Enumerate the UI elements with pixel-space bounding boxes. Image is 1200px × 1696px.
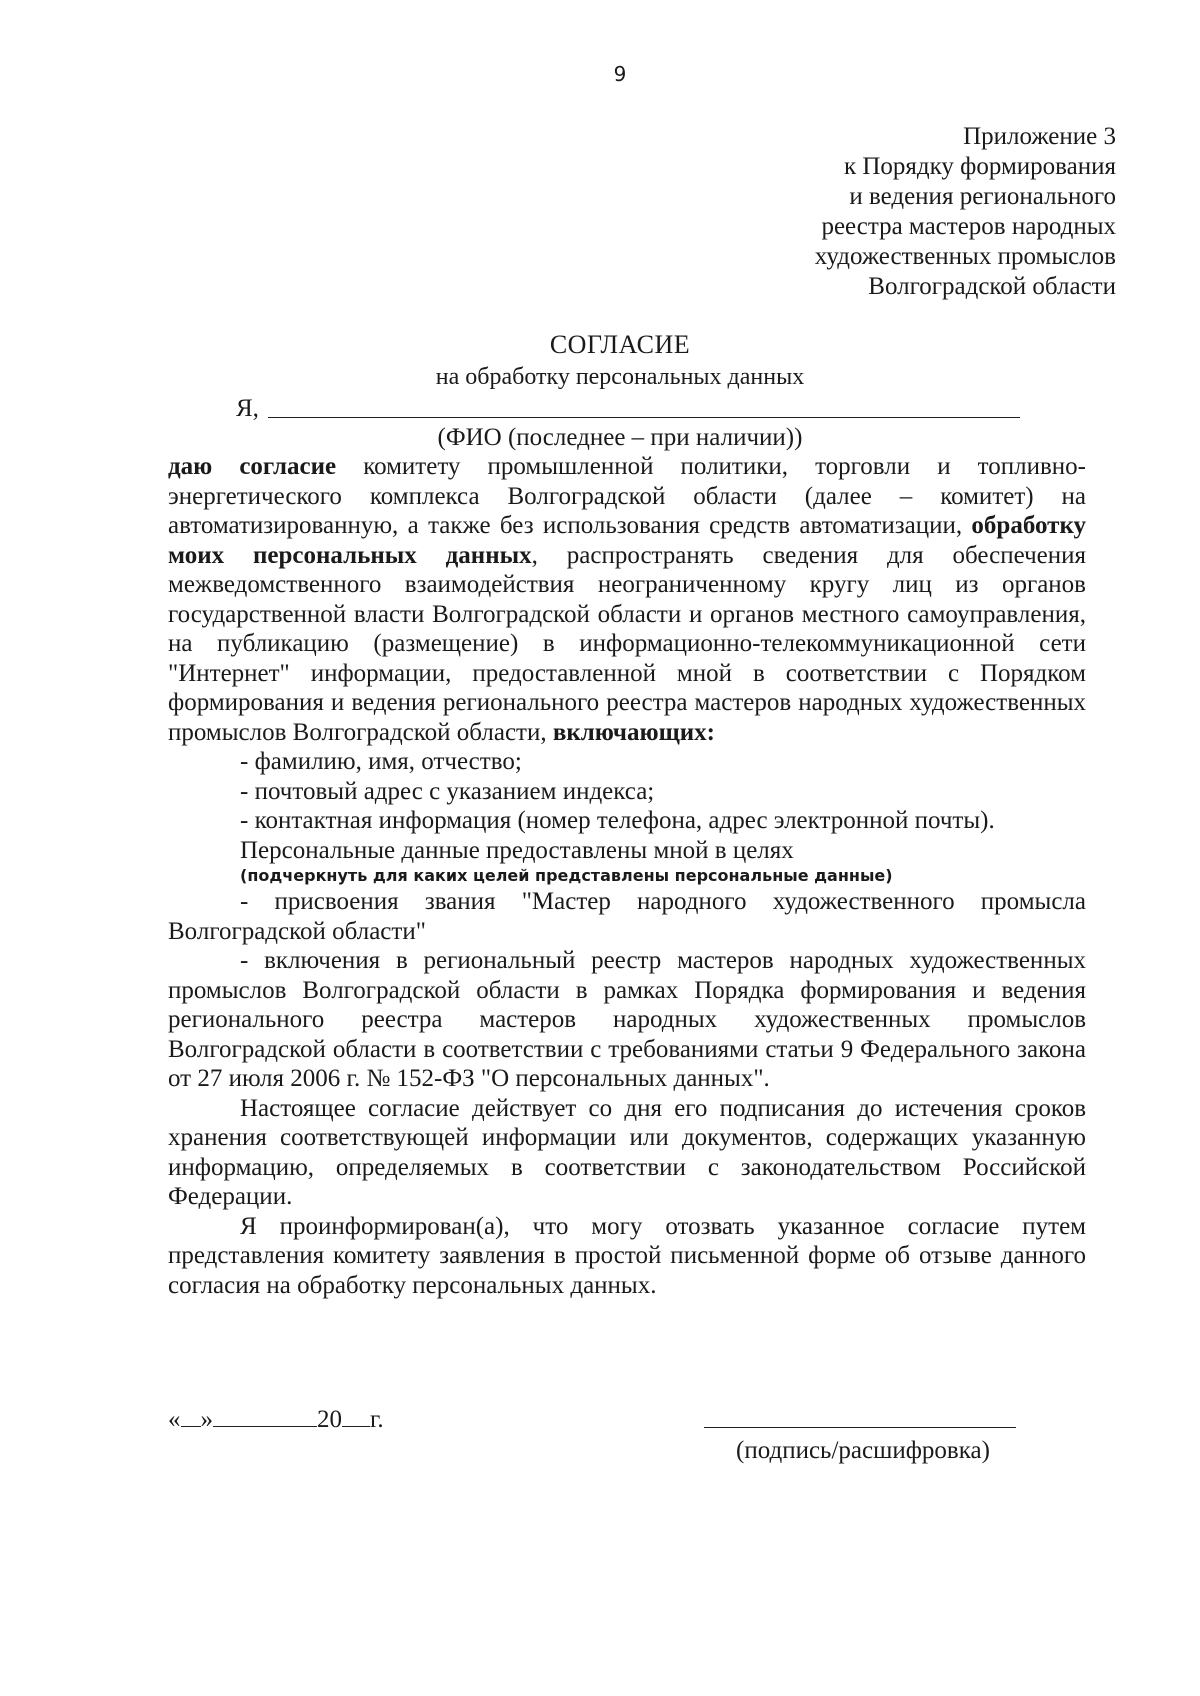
day-blank[interactable] [181, 1404, 201, 1427]
consent-body [168, 452, 1086, 1300]
fio-prefix: Я, [236, 395, 259, 422]
signature-caption: (подпись/расшифровка) [736, 1437, 990, 1464]
appendix-line: художественных промыслов [814, 243, 1116, 270]
appendix-line: к Порядку формирования [843, 153, 1116, 180]
purposes-note: (подчеркнуть для каких целей представлены персональные данные) [240, 866, 893, 885]
purpose-item[interactable]: - включения в региональный реестр мастеров народных художественных промыслов Волгоградской области в рамках Порядка формирования и ведения регионального реестра мастеров народных художественных промыслов Волгоградской области в соответствии с требованиями статьи 9 Федерального закона от 27 июля 2006 г. № 152-ФЗ "О персональных данных". [168, 947, 1086, 1092]
validity-paragraph: Настоящее согласие действует со дня его подписания до истечения сроков хранения соответствующей информации или документов, содержащих указанную информацию, определяемых в соответствии с законодательством Российской Федерации. [168, 1094, 1086, 1210]
date-open-quote: « [168, 1406, 181, 1433]
fio-blank-line[interactable] [268, 417, 1020, 418]
page-number: 9 [613, 62, 627, 86]
date-field[interactable] [168, 1404, 384, 1435]
year-prefix: 20 [317, 1406, 342, 1433]
consent-bold-mid: обработку моих персональных данных [168, 512, 1086, 569]
data-item: - фамилию, имя, отчество; [240, 748, 522, 775]
fio-caption: (ФИО (последнее – при наличии)) [437, 424, 803, 451]
consent-bold-start: даю согласие [168, 453, 337, 480]
appendix-line: реестра мастеров народных [821, 213, 1116, 240]
purposes-intro: Персональные данные предоставлены мной в целях [240, 836, 794, 864]
signature-line[interactable] [704, 1427, 1016, 1428]
consent-bold-end: включающих: [552, 718, 715, 746]
appendix-line: Волгоградской области [868, 273, 1116, 300]
revocation-paragraph: Я проинформирован(а), что могу отозвать указанное согласие путем представления комитету заявления в простой письменной форме об отзыве данного согласия на обработку персональных данных. [168, 1212, 1086, 1299]
consent-text-1: комитету промышленной политики, торговли и топливно-энергетического комплекса Волгоградской области (далее – комитет) на автоматизированную, а также без использования средств автоматизации, [168, 453, 1086, 539]
consent-paragraph [168, 452, 1086, 747]
date-close-quote: » [200, 1406, 213, 1433]
appendix-header [815, 122, 1116, 302]
document-subtitle: на обработку персональных данных [435, 364, 805, 390]
data-item: - контактная информация (номер телефона, адрес электронной почты). [240, 807, 995, 834]
data-item: - почтовый адрес с указанием индекса; [240, 777, 655, 805]
year-blank[interactable] [342, 1404, 370, 1427]
consent-text-2: , распространять сведения для обеспечения межведомственного взаимодействия неограниченному кругу лиц из органов государственной власти Волгоградской области и органов местного самоуправления, на публикацию (размещение) в информационно-телекоммуникационной сети "Интернет" информации, предоставленной мной в соответствии с Порядком формирования и ведения регионального реестра мастеров народных художественных промыслов Волгоградской области, [168, 541, 1087, 746]
appendix-line: и ведения регионального [849, 183, 1116, 210]
month-blank[interactable] [213, 1404, 317, 1427]
document-title: СОГЛАСИЕ [549, 330, 691, 359]
year-suffix: г. [370, 1406, 384, 1433]
purpose-item[interactable]: - присвоения звания "Мастер народного художественного промысла Волгоградской области" [168, 888, 1086, 945]
appendix-line: Приложение 3 [963, 123, 1116, 150]
